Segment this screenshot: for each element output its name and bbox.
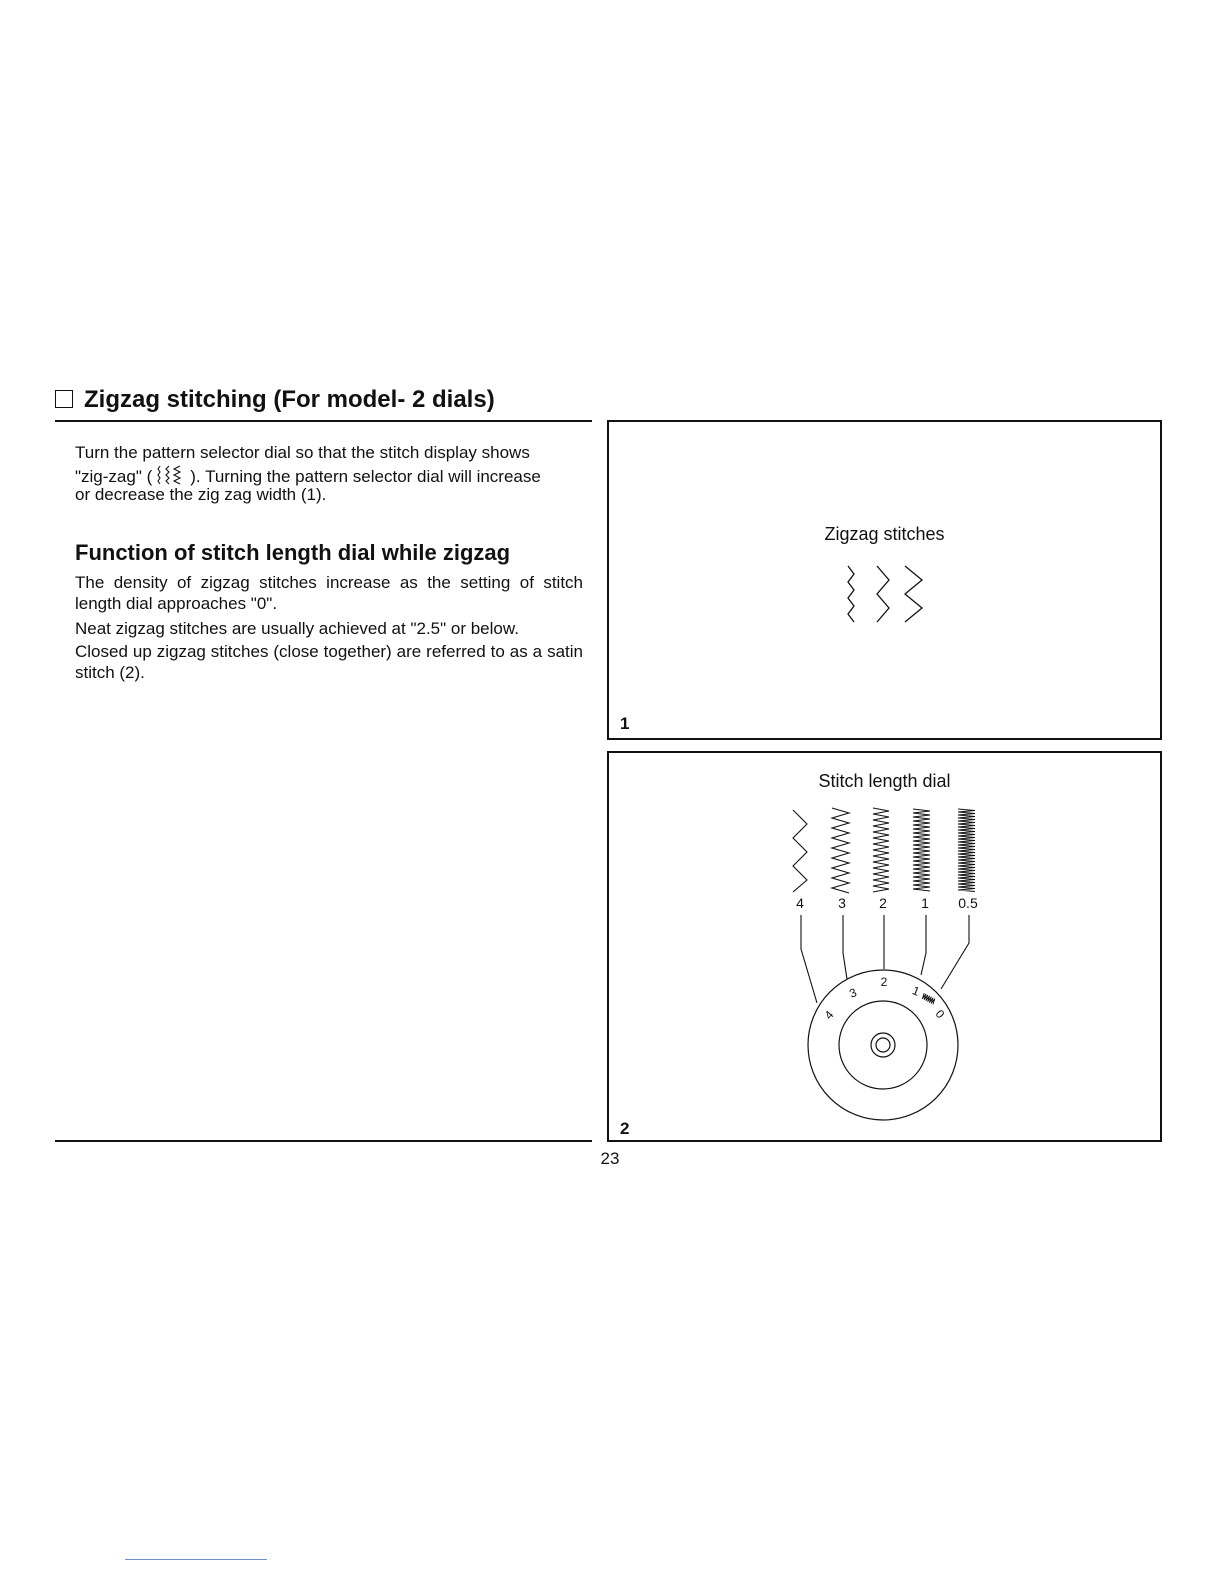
function-paragraph-2: Neat zigzag stitches are usually achieved at "2.5" or below. [75, 619, 519, 638]
stitch-length-0-5-sample [958, 809, 975, 892]
section-title: Zigzag stitching (For model- 2 dials) [84, 386, 495, 413]
leader-line [941, 915, 969, 989]
footer-link-line [125, 1559, 267, 1560]
dial-label: 0 [932, 1006, 948, 1022]
dial-hub-inner [876, 1038, 890, 1052]
intro-line-3: or decrease the zig zag width (1). [75, 485, 327, 504]
bottom-divider [55, 1140, 592, 1142]
stitch-length-dial-icon [609, 753, 1164, 1144]
leader-line [843, 915, 847, 979]
dial-label: 4 [821, 1007, 837, 1023]
function-paragraph-3: Closed up zigzag stitches (close together) are referred to as a satin stitch (2). [75, 642, 583, 682]
dial-label: 2 [880, 975, 888, 989]
function-paragraph-1: The density of zigzag stitches increase as the setting of stitch length dial approaches "0". [75, 573, 583, 613]
dial-hub-outer [871, 1033, 895, 1057]
stitch-setting-label: 3 [838, 895, 846, 911]
figure-2-number: 2 [620, 1119, 630, 1138]
figure-2-panel [607, 751, 1162, 1142]
stitch-length-4-sample [793, 810, 807, 892]
page-number: 23 [600, 1149, 620, 1168]
checkbox-bullet-icon [55, 390, 73, 408]
function-title: Function of stitch length dial while zigzag [75, 540, 511, 565]
figure-1-caption: Zigzag stitches [824, 524, 945, 544]
stitch-length-3-sample [832, 808, 849, 893]
leader-line [921, 915, 926, 975]
intro-line-2-start: "zig-zag" ( [75, 467, 153, 486]
stitch-setting-label: 0.5 [958, 895, 978, 911]
dial-label: 1 [910, 983, 922, 999]
figure-2-caption: Stitch length dial [818, 771, 951, 791]
top-divider [55, 420, 592, 422]
intro-line-2-end: ). Turning the pattern selector dial will increase [190, 467, 541, 486]
stitch-setting-label: 1 [921, 895, 929, 911]
figure-1-number: 1 [620, 714, 630, 733]
dial-satin-mark-icon [921, 993, 935, 1004]
stitch-setting-label: 4 [796, 895, 804, 911]
intro-line-1: Turn the pattern selector dial so that the stitch display shows [75, 443, 530, 462]
zigzag-stitches-icon [834, 562, 934, 632]
stitch-setting-label: 2 [879, 895, 887, 911]
dial-inner-ring [839, 1001, 927, 1089]
figure-1-panel [607, 420, 1162, 740]
stitch-length-1-sample [913, 809, 930, 891]
stitch-length-2-sample [873, 808, 889, 892]
dial-outer-ring [808, 970, 958, 1120]
leader-line [801, 915, 817, 1003]
dial-label: 3 [847, 985, 859, 1001]
